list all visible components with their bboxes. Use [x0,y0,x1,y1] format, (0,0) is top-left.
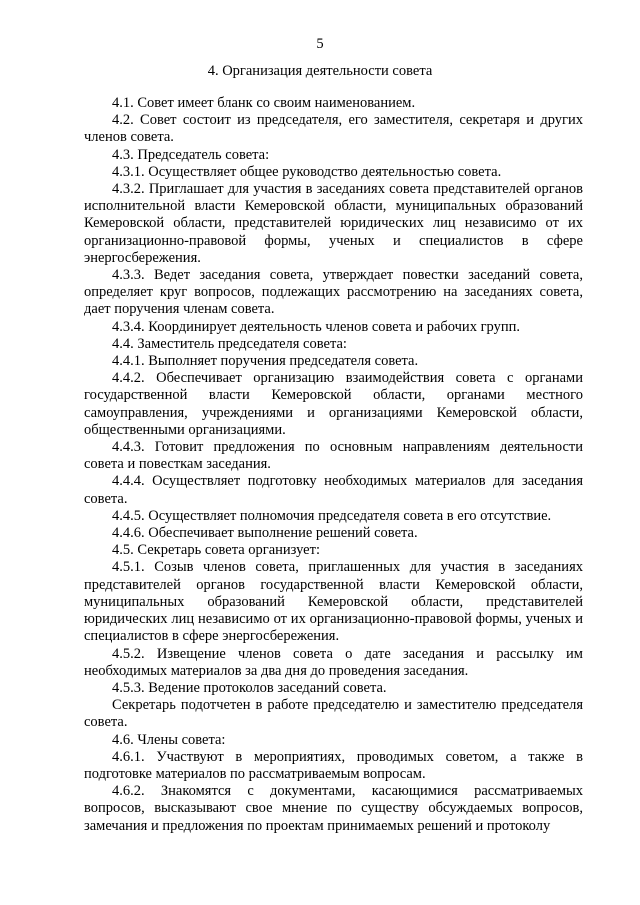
paragraph-4-2: 4.2. Совет состоит из председателя, его заместителя, секретаря и других членов совета. [84,112,583,146]
paragraph-4-5-1: 4.5.1. Созыв членов совета, приглашенных для участия в заседаниях представителей органов государственной власти Кемеровской области, муниципальных образований Кемеровской области, представителей юридических лиц независимо от их организационно-правовой формы, ученых и специалистов в сфере энергосбережения. [84,559,583,645]
paragraph-4-3-3: 4.3.3. Ведет заседания совета, утверждает повестки заседаний совета, определяет круг вопросов, подлежащих рассмотрению на заседаниях совета, дает поручения членам совета. [84,267,583,318]
paragraph-4-3-2: 4.3.2. Приглашает для участия в заседаниях совета представителей органов исполнительной власти Кемеровской области, муниципальных образований Кемеровской области, представителей юридических лиц независимо от их организационно-правовой формы, ученых и специалистов в сфере энергосбережения. [84,181,583,266]
paragraph-4-4: 4.4. Заместитель председателя совета: [112,335,347,352]
paragraph-4-6: 4.6. Члены совета: [112,731,226,748]
section-title: 4. Организация деятельности совета [207,63,433,79]
paragraph-4-5-2: 4.5.2. Извещение членов совета о дате заседания и рассылку им необходимых материалов за два дня до проведения заседания. [84,645,583,679]
paragraph-4-1: 4.1. Совет имеет бланк со своим наименованием. [112,95,416,111]
paragraph-4-4-4: 4.4.4. Осуществляет подготовку необходимых материалов для заседания совета. [84,473,583,507]
paragraph-4-6-1: 4.6.1. Участвуют в мероприятиях, проводимых советом, а также в подготовке материалов по рассматриваемым вопросам. [84,748,583,782]
paragraph-4-5: 4.5. Секретарь совета организует: [112,542,320,559]
page-number: 5 [316,36,324,52]
paragraph-secretary-accountability: Секретарь подотчетен в работе председателю и заместителю председателя совета. [84,697,583,731]
paragraph-4-4-6: 4.4.6. Обеспечивает выполнение решений совета. [112,525,418,542]
paragraph-4-4-1: 4.4.1. Выполняет поручения председателя совета. [112,353,419,370]
paragraph-4-4-3: 4.4.3. Готовит предложения по основным направлениям деятельности совета и повесткам заседания. [84,439,583,473]
paragraph-4-4-5: 4.4.5. Осуществляет полномочия председателя совета в его отсутствие. [112,507,552,524]
document-body [84,95,583,835]
paragraph-4-3-4: 4.3.4. Координирует деятельность членов совета и рабочих групп. [112,318,520,335]
paragraph-4-6-2: 4.6.2. Знакомятся с документами, касающимися рассматриваемых вопросов, высказывают свое мнение по существу обсуждаемых вопросов, замечания и предложения по проектам принимаемых решений и протоколу [84,783,583,834]
paragraph-4-4-2: 4.4.2. Обеспечивает организацию взаимодействия совета с органами государственной власти Кемеровской области, органами местного самоуправления, учреждениями и организациями Кемеровской области, общественными организациями. [84,370,583,438]
paragraph-4-3: 4.3. Председатель совета: [112,146,270,163]
paragraph-4-3-1: 4.3.1. Осуществляет общее руководство деятельностью совета. [112,163,502,180]
paragraph-4-5-3: 4.5.3. Ведение протоколов заседаний совета. [112,679,387,696]
